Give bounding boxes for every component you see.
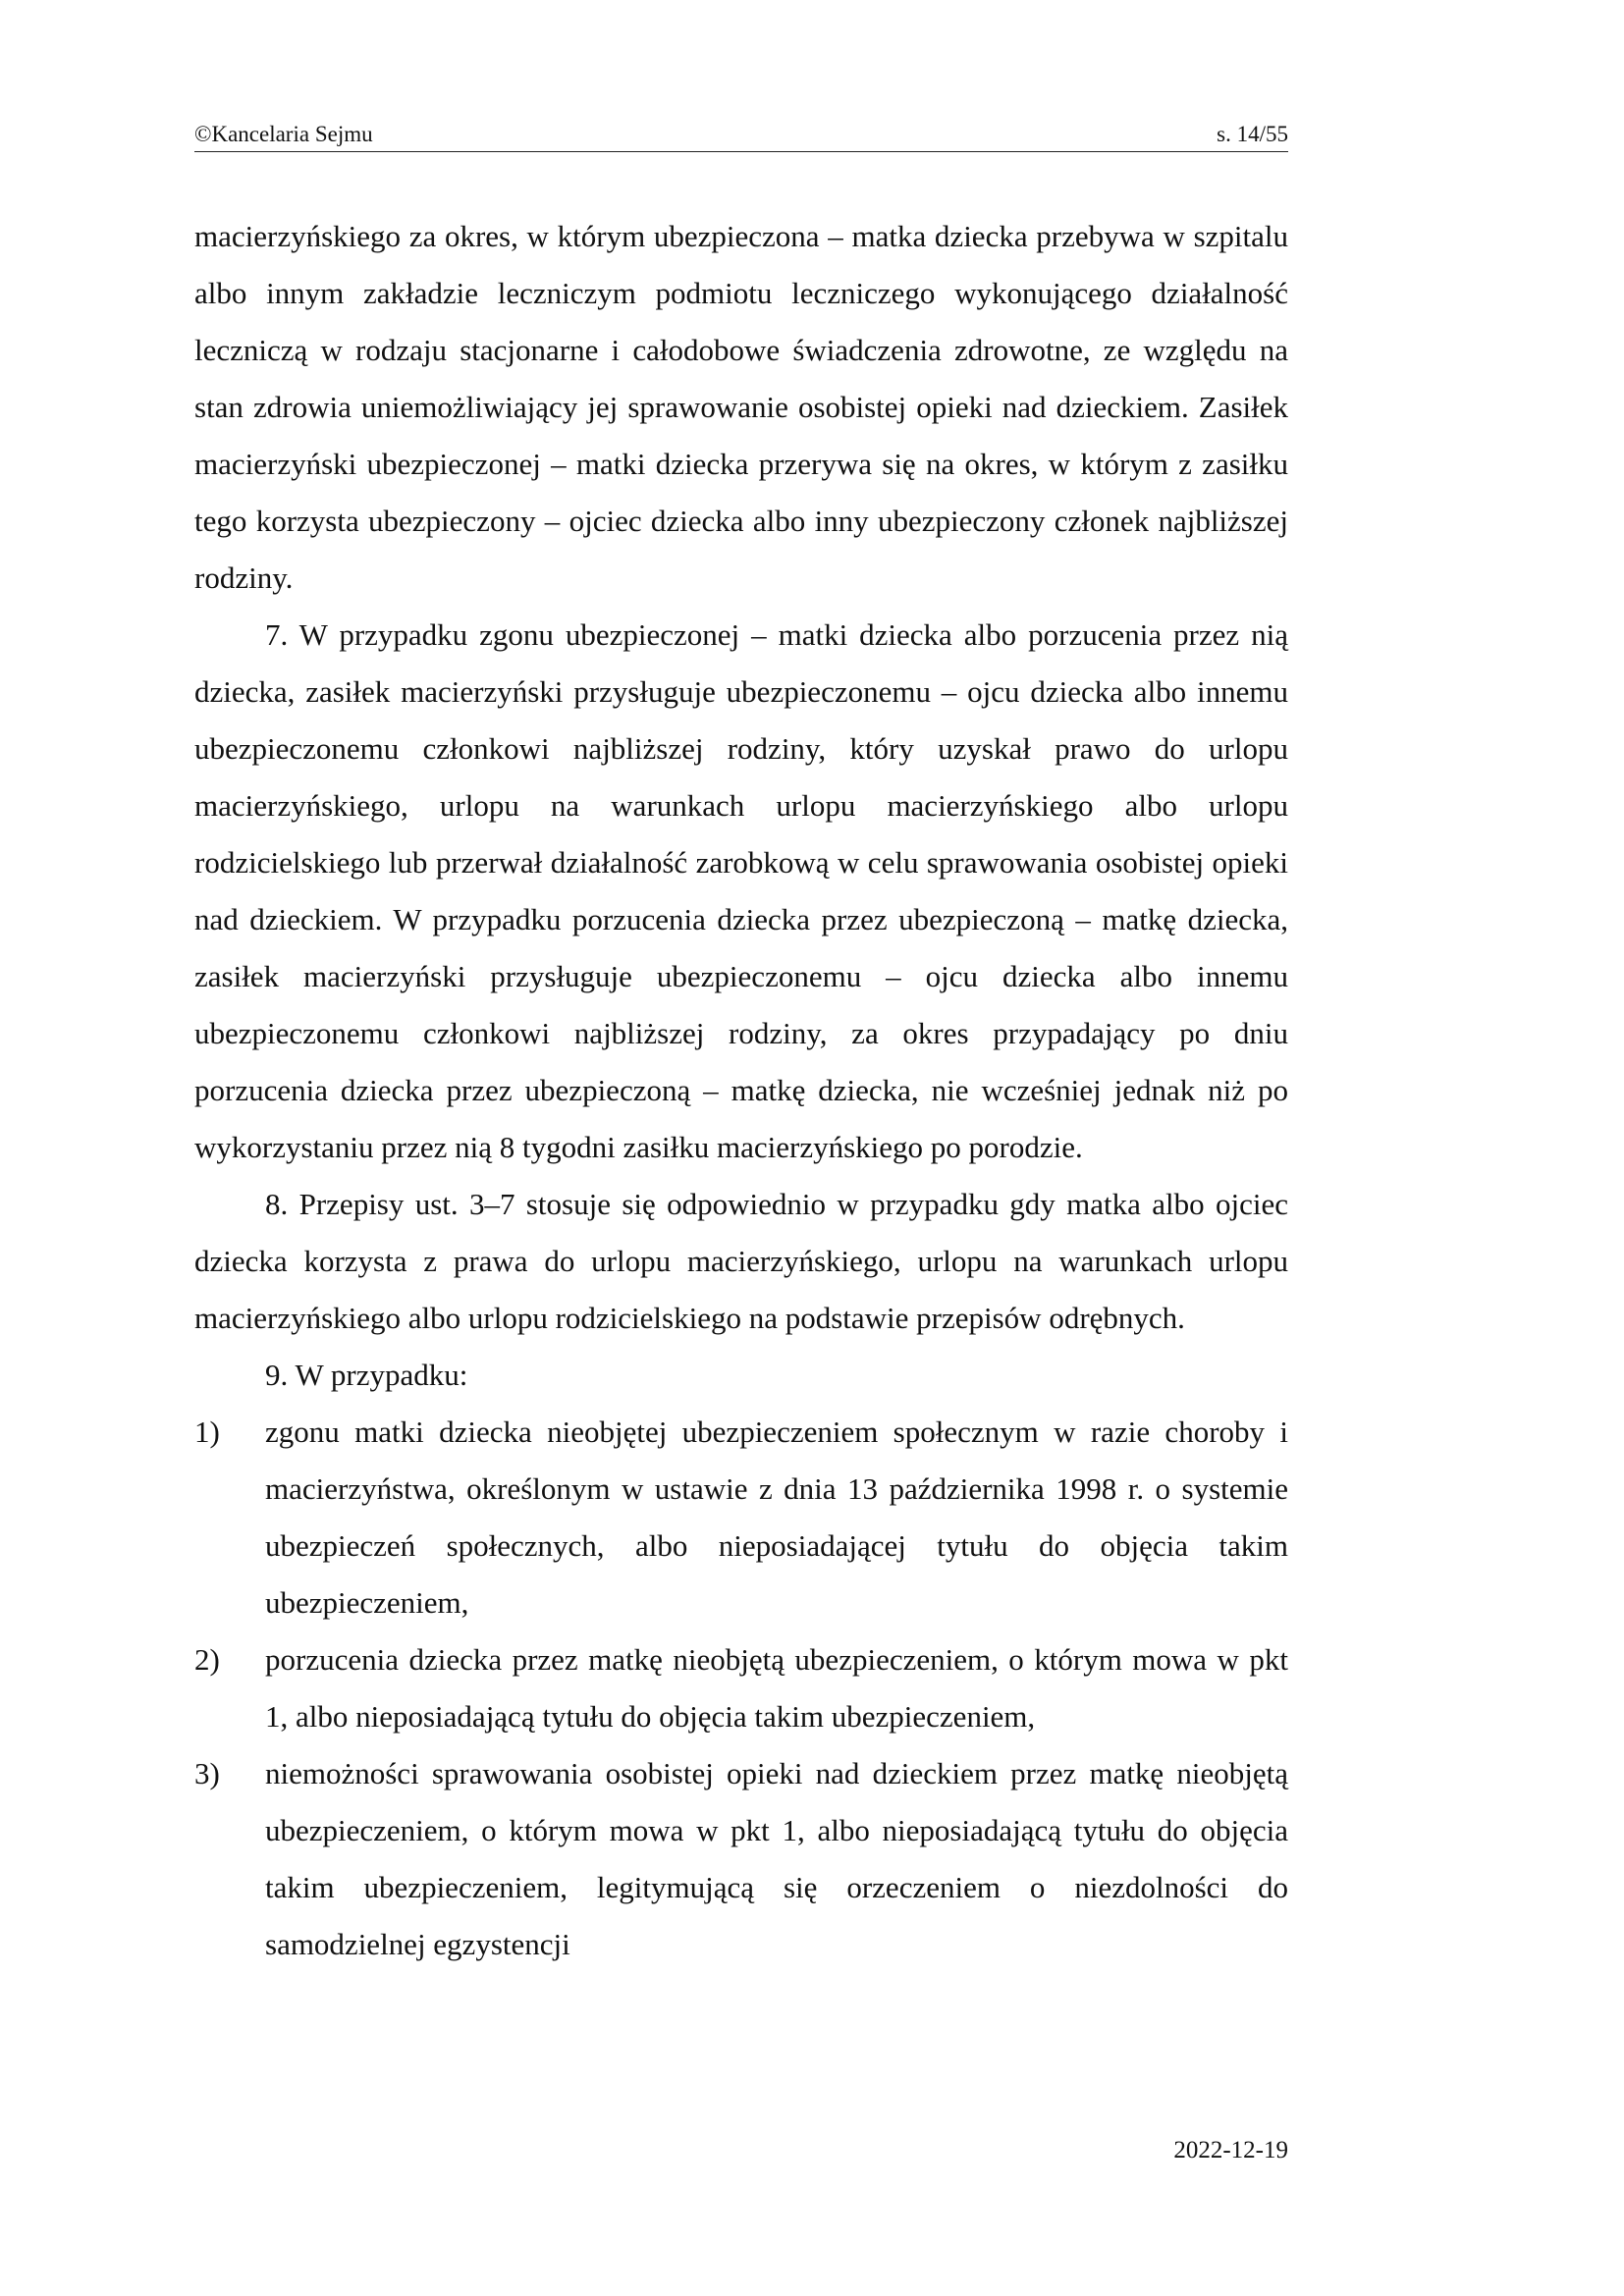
list-item <box>194 1745 1288 1973</box>
document-body <box>194 208 1288 1973</box>
paragraph-ust-7: 7. W przypadku zgonu ubezpieczonej – matki dziecka albo porzucenia przez nią dziecka, zasiłek macierzyński przysługuje ubezpieczonemu – ojcu dziecka albo innemu ubezpieczonemu członkowi najbliższej rodziny, który uzyskał prawo do urlopu macierzyńskiego, urlopu na warunkach urlopu macierzyńskiego albo urlopu rodzicielskiego lub przerwał działalność zarobkową w celu sprawowania osobistej opieki nad dzieckiem. W przypadku porzucenia dziecka przez ubezpieczoną – matkę dziecka, zasiłek macierzyński przysługuje ubezpieczonemu – ojcu dziecka albo innemu ubezpieczonemu członkowi najbliższej rodziny, za okres przypadający po dniu porzucenia dziecka przez ubezpieczoną – matkę dziecka, nie wcześniej jednak niż po wykorzystaniu przez nią 8 tygodni zasiłku macierzyńskiego po porodzie. <box>194 617 1288 1164</box>
list-item-text: zgonu matki dziecka nieobjętej ubezpieczeniem społecznym w razie choroby i macierzyństwa, określonym w ustawie z dnia 13 października 1998 r. o systemie ubezpieczeń społecznych, albo nieposiadającej tytułu do objęcia takim ubezpieczeniem, <box>265 1415 1288 1620</box>
page-header <box>194 122 1288 152</box>
list-item <box>194 1404 1288 1631</box>
list-item <box>194 1631 1288 1745</box>
paragraph-continuation: macierzyńskiego za okres, w którym ubezpieczona – matka dziecka przebywa w szpitalu albo innym zakładzie leczniczym podmiotu leczniczego wykonującego działalność leczniczą w rodzaju stacjonarne i całodobowe świadczenia zdrowotne, ze względu na stan zdrowia uniemożliwiający jej sprawowanie osobistej opieki nad dzieckiem. Zasiłek macierzyński ubezpieczonej – matki dziecka przerywa się na okres, w którym z zasiłku tego korzysta ubezpieczony – ojciec dziecka albo inny ubezpieczony członek najbliższej rodziny. <box>194 219 1288 595</box>
paragraph-ust-8: 8. Przepisy ust. 3–7 stosuje się odpowiednio w przypadku gdy matka albo ojciec dziecka korzysta z prawa do urlopu macierzyńskiego, urlopu na warunkach urlopu macierzyńskiego albo urlopu rodzicielskiego na podstawie przepisów odrębnych. <box>194 1187 1288 1335</box>
list-item-text: niemożności sprawowania osobistej opieki nad dzieckiem przez matkę nieobjętą ubezpieczeniem, o którym mowa w pkt 1, albo nieposiadającą tytułu do objęcia takim ubezpieczeniem, legitymującą się orzeczeniem o niezdolności do samodzielnej egzystencji <box>265 1756 1288 1961</box>
header-page-number: s. 14/55 <box>1217 122 1288 146</box>
list-item-text: porzucenia dziecka przez matkę nieobjętą ubezpieczeniem, o którym mowa w pkt 1, albo nieposiadającą tytułu do objęcia takim ubezpieczeniem, <box>265 1642 1288 1734</box>
header-source: ©Kancelaria Sejmu <box>194 122 373 146</box>
list-item-number: 2) <box>194 1642 220 1677</box>
footer-date: 2022-12-19 <box>1173 2137 1288 2163</box>
list-item-number: 1) <box>194 1415 220 1449</box>
list-item-number: 3) <box>194 1756 220 1790</box>
paragraph-ust-9: 9. W przypadku: <box>265 1358 468 1392</box>
